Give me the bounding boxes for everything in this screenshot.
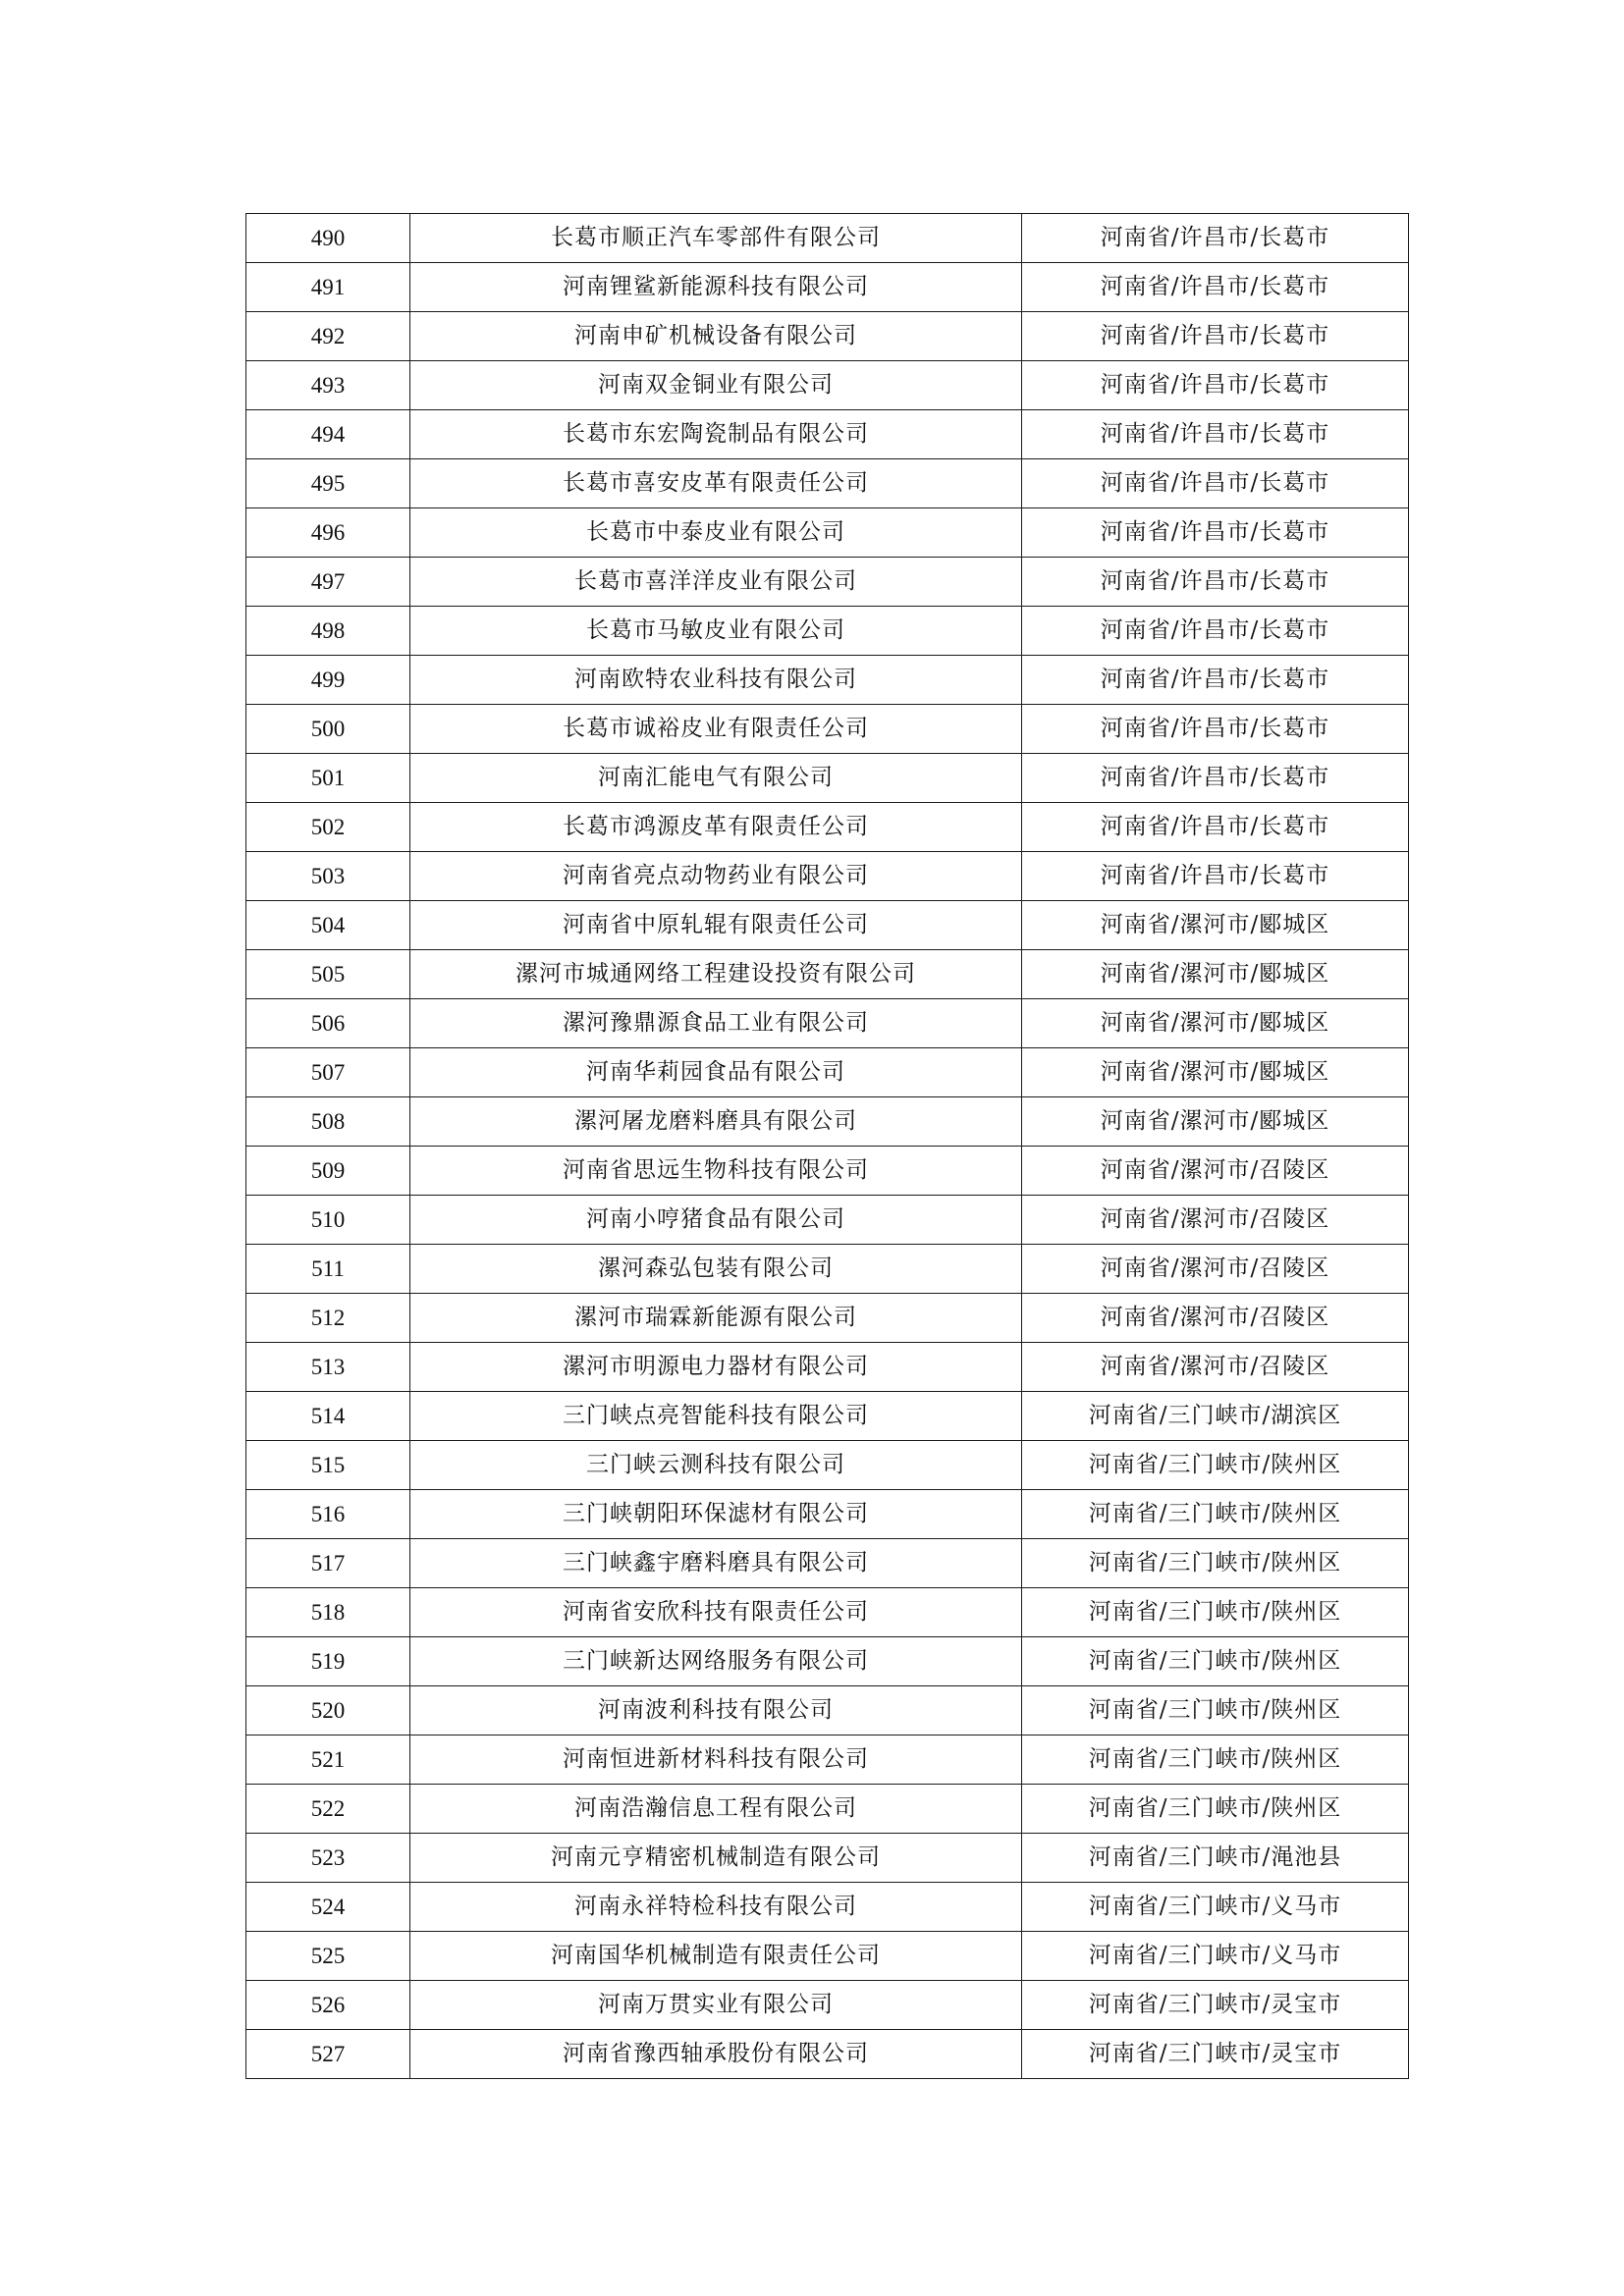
row-number-cell: 515 <box>246 1441 410 1490</box>
company-name-cell: 河南省思远生物科技有限公司 <box>410 1147 1022 1196</box>
row-number-cell: 507 <box>246 1048 410 1097</box>
row-number-cell: 503 <box>246 852 410 901</box>
company-name-cell: 河南万贯实业有限公司 <box>410 1981 1022 2030</box>
region-cell: 河南省/三门峡市/陕州区 <box>1022 1490 1409 1539</box>
company-list-table <box>245 213 1409 2079</box>
row-number-cell: 523 <box>246 1834 410 1883</box>
table-row <box>246 1147 1409 1196</box>
table-body <box>246 214 1409 2079</box>
region-cell: 河南省/漯河市/召陵区 <box>1022 1294 1409 1343</box>
row-number-cell: 526 <box>246 1981 410 2030</box>
table-row <box>246 1932 1409 1981</box>
company-name-cell: 漯河市城通网络工程建设投资有限公司 <box>410 950 1022 999</box>
table-row <box>246 901 1409 950</box>
table-row <box>246 1343 1409 1392</box>
row-number-cell: 497 <box>246 558 410 607</box>
table-row <box>246 558 1409 607</box>
region-cell: 河南省/许昌市/长葛市 <box>1022 214 1409 263</box>
company-name-cell: 长葛市顺正汽车零部件有限公司 <box>410 214 1022 263</box>
row-number-cell: 511 <box>246 1245 410 1294</box>
company-name-cell: 长葛市喜安皮革有限责任公司 <box>410 459 1022 508</box>
table-row <box>246 754 1409 803</box>
row-number-cell: 520 <box>246 1686 410 1735</box>
row-number-cell: 492 <box>246 312 410 361</box>
company-name-cell: 河南省安欣科技有限责任公司 <box>410 1588 1022 1637</box>
table-row <box>246 459 1409 508</box>
company-name-cell: 河南国华机械制造有限责任公司 <box>410 1932 1022 1981</box>
table-row <box>246 999 1409 1048</box>
row-number-cell: 513 <box>246 1343 410 1392</box>
row-number-cell: 506 <box>246 999 410 1048</box>
row-number-cell: 521 <box>246 1735 410 1785</box>
company-name-cell: 漯河市瑞霖新能源有限公司 <box>410 1294 1022 1343</box>
company-name-cell: 漯河屠龙磨料磨具有限公司 <box>410 1097 1022 1147</box>
table-row <box>246 1294 1409 1343</box>
row-number-cell: 525 <box>246 1932 410 1981</box>
region-cell: 河南省/许昌市/长葛市 <box>1022 410 1409 459</box>
region-cell: 河南省/许昌市/长葛市 <box>1022 361 1409 410</box>
region-cell: 河南省/漯河市/郾城区 <box>1022 1048 1409 1097</box>
region-cell: 河南省/漯河市/郾城区 <box>1022 901 1409 950</box>
company-name-cell: 三门峡朝阳环保滤材有限公司 <box>410 1490 1022 1539</box>
region-cell: 河南省/许昌市/长葛市 <box>1022 558 1409 607</box>
row-number-cell: 498 <box>246 607 410 656</box>
table-row <box>246 312 1409 361</box>
table-row <box>246 852 1409 901</box>
region-cell: 河南省/许昌市/长葛市 <box>1022 459 1409 508</box>
table-row <box>246 1539 1409 1588</box>
company-name-cell: 河南欧特农业科技有限公司 <box>410 656 1022 705</box>
table-row <box>246 1883 1409 1932</box>
row-number-cell: 502 <box>246 803 410 852</box>
row-number-cell: 493 <box>246 361 410 410</box>
region-cell: 河南省/许昌市/长葛市 <box>1022 803 1409 852</box>
row-number-cell: 490 <box>246 214 410 263</box>
table-row <box>246 1490 1409 1539</box>
region-cell: 河南省/许昌市/长葛市 <box>1022 312 1409 361</box>
table-row <box>246 1441 1409 1490</box>
table-row <box>246 1686 1409 1735</box>
table-row <box>246 1048 1409 1097</box>
table-row <box>246 410 1409 459</box>
region-cell: 河南省/三门峡市/灵宝市 <box>1022 1981 1409 2030</box>
table-row <box>246 1245 1409 1294</box>
region-cell: 河南省/许昌市/长葛市 <box>1022 852 1409 901</box>
company-name-cell: 三门峡云测科技有限公司 <box>410 1441 1022 1490</box>
table-row <box>246 361 1409 410</box>
company-name-cell: 河南锂鲨新能源科技有限公司 <box>410 263 1022 312</box>
company-name-cell: 河南恒进新材料科技有限公司 <box>410 1735 1022 1785</box>
region-cell: 河南省/三门峡市/渑池县 <box>1022 1834 1409 1883</box>
table-row <box>246 508 1409 558</box>
region-cell: 河南省/许昌市/长葛市 <box>1022 508 1409 558</box>
company-name-cell: 漯河市明源电力器材有限公司 <box>410 1343 1022 1392</box>
company-name-cell: 三门峡鑫宇磨料磨具有限公司 <box>410 1539 1022 1588</box>
row-number-cell: 514 <box>246 1392 410 1441</box>
region-cell: 河南省/漯河市/郾城区 <box>1022 999 1409 1048</box>
region-cell: 河南省/许昌市/长葛市 <box>1022 607 1409 656</box>
region-cell: 河南省/漯河市/召陵区 <box>1022 1147 1409 1196</box>
region-cell: 河南省/三门峡市/陕州区 <box>1022 1441 1409 1490</box>
region-cell: 河南省/三门峡市/陕州区 <box>1022 1588 1409 1637</box>
table-row <box>246 1196 1409 1245</box>
row-number-cell: 500 <box>246 705 410 754</box>
table-row <box>246 1834 1409 1883</box>
row-number-cell: 509 <box>246 1147 410 1196</box>
company-name-cell: 河南省亮点动物药业有限公司 <box>410 852 1022 901</box>
region-cell: 河南省/三门峡市/湖滨区 <box>1022 1392 1409 1441</box>
company-name-cell: 长葛市诚裕皮业有限责任公司 <box>410 705 1022 754</box>
row-number-cell: 512 <box>246 1294 410 1343</box>
row-number-cell: 505 <box>246 950 410 999</box>
table-row <box>246 1981 1409 2030</box>
table-row <box>246 656 1409 705</box>
table-row <box>246 1392 1409 1441</box>
row-number-cell: 504 <box>246 901 410 950</box>
row-number-cell: 508 <box>246 1097 410 1147</box>
company-name-cell: 河南汇能电气有限公司 <box>410 754 1022 803</box>
row-number-cell: 517 <box>246 1539 410 1588</box>
company-name-cell: 三门峡新达网络服务有限公司 <box>410 1637 1022 1686</box>
region-cell: 河南省/漯河市/郾城区 <box>1022 1097 1409 1147</box>
table-row <box>246 803 1409 852</box>
row-number-cell: 491 <box>246 263 410 312</box>
row-number-cell: 516 <box>246 1490 410 1539</box>
region-cell: 河南省/三门峡市/灵宝市 <box>1022 2030 1409 2079</box>
region-cell: 河南省/漯河市/郾城区 <box>1022 950 1409 999</box>
company-name-cell: 河南省中原轧辊有限责任公司 <box>410 901 1022 950</box>
region-cell: 河南省/三门峡市/陕州区 <box>1022 1735 1409 1785</box>
table-row <box>246 1735 1409 1785</box>
table-row <box>246 263 1409 312</box>
row-number-cell: 510 <box>246 1196 410 1245</box>
company-name-cell: 漯河森弘包装有限公司 <box>410 1245 1022 1294</box>
company-name-cell: 河南小哼猪食品有限公司 <box>410 1196 1022 1245</box>
table-row <box>246 1097 1409 1147</box>
company-name-cell: 长葛市喜洋洋皮业有限公司 <box>410 558 1022 607</box>
row-number-cell: 527 <box>246 2030 410 2079</box>
company-name-cell: 河南申矿机械设备有限公司 <box>410 312 1022 361</box>
region-cell: 河南省/三门峡市/义马市 <box>1022 1932 1409 1981</box>
company-name-cell: 河南波利科技有限公司 <box>410 1686 1022 1735</box>
table-row <box>246 1637 1409 1686</box>
row-number-cell: 518 <box>246 1588 410 1637</box>
row-number-cell: 496 <box>246 508 410 558</box>
company-name-cell: 河南双金铜业有限公司 <box>410 361 1022 410</box>
row-number-cell: 501 <box>246 754 410 803</box>
region-cell: 河南省/许昌市/长葛市 <box>1022 656 1409 705</box>
row-number-cell: 494 <box>246 410 410 459</box>
row-number-cell: 524 <box>246 1883 410 1932</box>
company-name-cell: 河南省豫西轴承股份有限公司 <box>410 2030 1022 2079</box>
region-cell: 河南省/漯河市/召陵区 <box>1022 1343 1409 1392</box>
table-row <box>246 705 1409 754</box>
region-cell: 河南省/三门峡市/陕州区 <box>1022 1539 1409 1588</box>
region-cell: 河南省/三门峡市/陕州区 <box>1022 1637 1409 1686</box>
region-cell: 河南省/漯河市/召陵区 <box>1022 1196 1409 1245</box>
company-name-cell: 长葛市马敏皮业有限公司 <box>410 607 1022 656</box>
company-name-cell: 河南永祥特检科技有限公司 <box>410 1883 1022 1932</box>
company-name-cell: 长葛市中泰皮业有限公司 <box>410 508 1022 558</box>
region-cell: 河南省/三门峡市/陕州区 <box>1022 1785 1409 1834</box>
table-row <box>246 1588 1409 1637</box>
region-cell: 河南省/漯河市/召陵区 <box>1022 1245 1409 1294</box>
company-name-cell: 长葛市东宏陶瓷制品有限公司 <box>410 410 1022 459</box>
table-row <box>246 214 1409 263</box>
region-cell: 河南省/许昌市/长葛市 <box>1022 263 1409 312</box>
company-name-cell: 河南元亨精密机械制造有限公司 <box>410 1834 1022 1883</box>
company-name-cell: 长葛市鸿源皮革有限责任公司 <box>410 803 1022 852</box>
row-number-cell: 522 <box>246 1785 410 1834</box>
row-number-cell: 495 <box>246 459 410 508</box>
region-cell: 河南省/三门峡市/义马市 <box>1022 1883 1409 1932</box>
row-number-cell: 499 <box>246 656 410 705</box>
company-name-cell: 漯河豫鼎源食品工业有限公司 <box>410 999 1022 1048</box>
table-row <box>246 950 1409 999</box>
company-name-cell: 河南浩瀚信息工程有限公司 <box>410 1785 1022 1834</box>
table-row <box>246 2030 1409 2079</box>
region-cell: 河南省/许昌市/长葛市 <box>1022 754 1409 803</box>
table-row <box>246 607 1409 656</box>
row-number-cell: 519 <box>246 1637 410 1686</box>
company-name-cell: 三门峡点亮智能科技有限公司 <box>410 1392 1022 1441</box>
region-cell: 河南省/许昌市/长葛市 <box>1022 705 1409 754</box>
company-name-cell: 河南华莉园食品有限公司 <box>410 1048 1022 1097</box>
region-cell: 河南省/三门峡市/陕州区 <box>1022 1686 1409 1735</box>
table-row <box>246 1785 1409 1834</box>
